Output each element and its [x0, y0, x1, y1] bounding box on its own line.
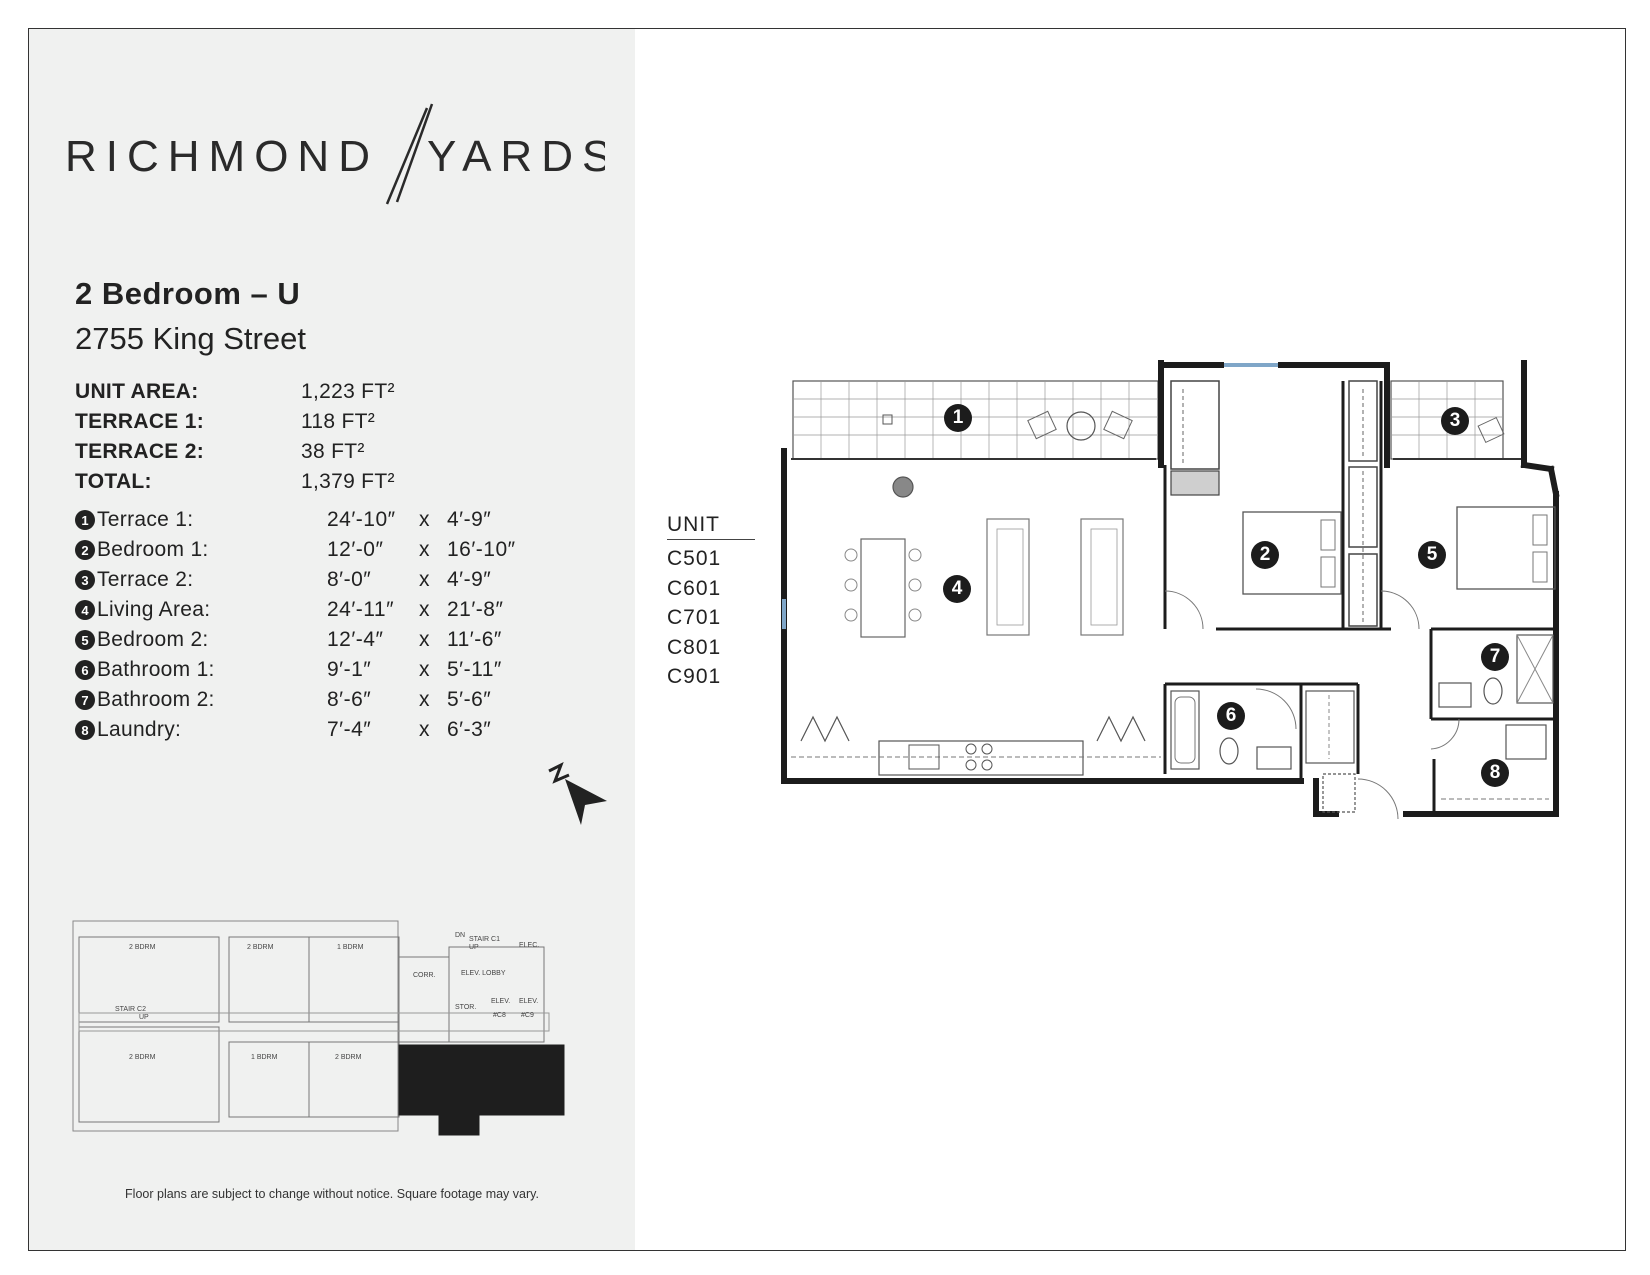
room-row — [75, 625, 516, 655]
unit-address: 2755 King Street — [75, 321, 306, 356]
unit-number: C701 — [667, 606, 722, 629]
room-by: x — [419, 508, 430, 531]
room-by: x — [419, 568, 430, 591]
area-table — [75, 377, 395, 497]
room-row — [75, 505, 516, 535]
keyplan-label: 2 BDRM — [335, 1054, 362, 1061]
room-number-badge: 6 — [75, 660, 95, 680]
room-name: Terrace 2: — [97, 568, 194, 591]
room-by: x — [419, 628, 430, 651]
area-label: TERRACE 1: — [75, 410, 205, 433]
keyplan-label: DN — [455, 932, 466, 939]
north-arrow-icon — [545, 761, 615, 831]
area-row — [75, 407, 395, 437]
area-row — [75, 377, 395, 407]
room-width: 24′-11″ — [327, 598, 395, 621]
key-plan — [69, 917, 589, 1147]
room-depth: 16′-10″ — [447, 538, 516, 561]
keyplan-label: #C9 — [521, 1012, 534, 1019]
room-depth: 4′-9″ — [447, 508, 492, 531]
unit-floor-plan — [751, 329, 1571, 839]
room-row — [75, 685, 516, 715]
room-by: x — [419, 688, 430, 711]
area-row — [75, 437, 395, 467]
area-value: 38 FT² — [301, 440, 365, 463]
room-number-badge: 8 — [75, 720, 95, 740]
area-label: TOTAL: — [75, 470, 152, 493]
keyplan-label: CORR. — [413, 972, 436, 979]
room-number-badge: 5 — [75, 630, 95, 650]
room-marker: 8 — [1481, 759, 1509, 787]
unit-number: C801 — [667, 635, 722, 659]
room-by: x — [419, 598, 430, 621]
disclaimer: Floor plans are subject to change without notice. Square footage may vary. — [125, 1187, 539, 1201]
keyplan-label: ELEV. — [491, 998, 511, 1005]
room-by: x — [419, 658, 430, 681]
room-width: 24′-10″ — [327, 508, 396, 531]
room-number-badge: 3 — [75, 570, 95, 590]
room-number-badge: 4 — [75, 600, 95, 620]
keyplan-label: 1 BDRM — [251, 1054, 278, 1061]
room-marker: 4 — [943, 575, 971, 603]
room-marker: 2 — [1251, 541, 1279, 569]
keyplan-label: 1 BDRM — [337, 944, 364, 951]
room-marker: 5 — [1418, 541, 1446, 569]
area-row — [75, 467, 395, 497]
room-number-badge: 2 — [75, 540, 95, 560]
room-marker: 6 — [1217, 702, 1245, 730]
room-marker: 7 — [1481, 643, 1509, 671]
room-depth: 11′-6″ — [447, 628, 502, 651]
keyplan-label: 2 BDRM — [247, 944, 274, 951]
unit-number: C901 — [667, 665, 722, 688]
room-row — [75, 535, 516, 565]
room-name: Terrace 1: — [97, 508, 194, 531]
area-value: 118 FT² — [301, 410, 376, 433]
area-label: UNIT AREA: — [75, 380, 199, 403]
room-name: Bedroom 2: — [97, 628, 209, 651]
floor-plan-sheet — [28, 28, 1626, 1251]
room-row — [75, 715, 516, 745]
logo-right-text: YARDS — [427, 132, 605, 181]
room-depth: 5′-6″ — [447, 688, 492, 711]
room-marker: 3 — [1441, 407, 1469, 435]
unit-number: C601 — [667, 576, 722, 600]
keyplan-label: #C8 — [493, 1012, 506, 1019]
room-depth: 5′-11″ — [447, 658, 502, 681]
room-dimensions-table — [75, 505, 516, 745]
room-width: 8′-6″ — [327, 688, 372, 711]
room-width: 7′-4″ — [327, 718, 372, 741]
logo-left-text: RICHMOND — [65, 132, 379, 181]
room-by: x — [419, 718, 430, 741]
area-value: 1,223 FT² — [301, 380, 395, 403]
keyplan-label: 2 BDRM — [129, 1054, 156, 1061]
keyplan-label: ELEC. — [519, 942, 540, 949]
room-name: Bathroom 2: — [97, 688, 215, 711]
keyplan-label: ELEV. — [519, 998, 539, 1005]
room-name: Bathroom 1: — [97, 658, 215, 681]
keyplan-label: STAIR C2 — [115, 1006, 146, 1013]
room-row — [75, 565, 516, 595]
unit-list — [667, 513, 755, 692]
room-number-badge: 1 — [75, 510, 95, 530]
room-width: 12′-0″ — [327, 538, 384, 561]
room-width: 8′-0″ — [327, 568, 372, 591]
unit-number: C501 — [667, 547, 722, 570]
room-number-badge: 7 — [75, 690, 95, 710]
room-name: Laundry: — [97, 718, 182, 741]
room-name: Bedroom 1: — [97, 538, 209, 561]
room-row — [75, 655, 516, 685]
room-by: x — [419, 538, 430, 561]
info-sidebar — [29, 29, 635, 1250]
richmond-yards-logo — [65, 79, 605, 209]
keyplan-label: STOR. — [455, 1004, 477, 1011]
keyplan-label: UP — [469, 944, 479, 951]
room-row — [75, 595, 516, 625]
keyplan-label: UP — [139, 1014, 149, 1021]
area-value: 1,379 FT² — [301, 470, 395, 493]
keyplan-label: STAIR C1 — [469, 936, 500, 943]
room-depth: 21′-8″ — [447, 598, 504, 621]
unit-title: 2 Bedroom – U — [75, 276, 301, 311]
room-depth: 4′-9″ — [447, 568, 492, 591]
room-marker: 1 — [944, 404, 972, 432]
keyplan-label: 2 BDRM — [129, 944, 156, 951]
keyplan-label: ELEV. LOBBY — [461, 970, 506, 977]
area-label: TERRACE 2: — [75, 440, 205, 463]
room-name: Living Area: — [97, 598, 211, 621]
room-depth: 6′-3″ — [447, 718, 492, 741]
unit-list-header: UNIT — [667, 513, 755, 540]
room-width: 12′-4″ — [327, 628, 384, 651]
room-width: 9′-1″ — [327, 658, 372, 681]
